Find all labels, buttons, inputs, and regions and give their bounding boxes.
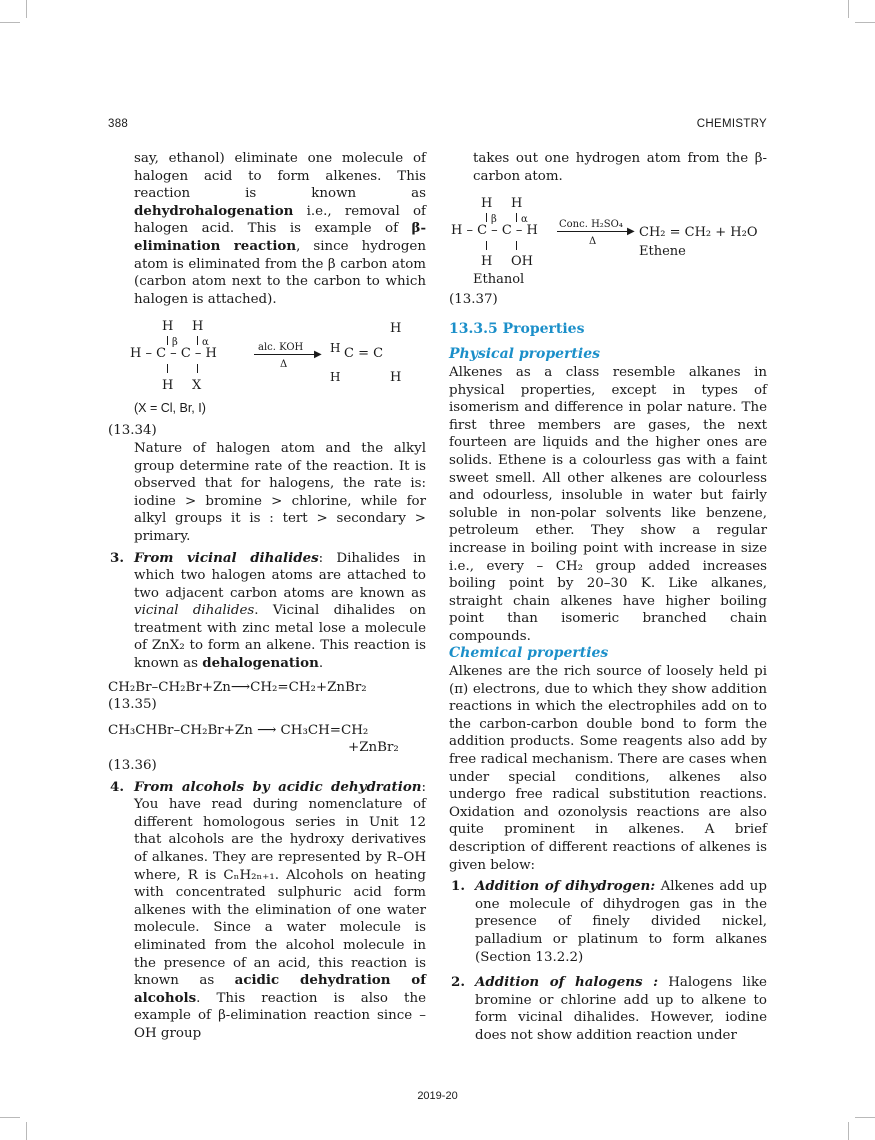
equation: +ZnBr₂ xyxy=(348,740,399,756)
crop-mark xyxy=(0,22,20,23)
section-heading: 13.3.5 Properties xyxy=(449,320,585,337)
list-item xyxy=(108,550,426,673)
equation-number: (13.36) xyxy=(108,758,157,774)
condition-label: Δ xyxy=(280,359,288,371)
crop-mark xyxy=(855,1117,875,1118)
reactant-name: Ethanol xyxy=(473,272,525,288)
list-item xyxy=(108,779,426,1043)
crop-mark xyxy=(26,1122,27,1140)
paragraph: Alkenes as a class resemble alkanes in physical properties, except in types of isomerism and difference in polar nature. The first three members are gases, the next fourteen are liquids and the higher ones are solids. Ethene is a colourless gas with a faint sweet smell. All other alkenes are colourless and odourless, insoluble in water but fairly soluble in non-polar solvents like benzene, petroleum ether. They show a regular increase in boiling point with increase in size i.e., every – CH₂ group added increases boiling point by 20–30 K. Like alkanes, straight chain alkenes have higher boiling point than isomeric branched chain compounds. xyxy=(449,364,767,644)
paragraph: Nature of halogen atom and the alkyl group determine rate of the reaction. It is observed that for halogens, the rate is: iodine > bromine > chlorine, while for alkyl groups it is : tert > secondary > primary. xyxy=(134,440,426,544)
text: . This reaction is also the example of β-elimination reaction since –OH group xyxy=(134,990,426,1041)
text: i.e., removal of halogen acid. This is example of xyxy=(134,203,426,237)
crop-mark xyxy=(848,0,849,18)
equation: CH₂Br–CH₂Br+Zn⟶CH₂=CH₂+ZnBr₂ xyxy=(108,679,367,695)
crop-mark xyxy=(0,1117,20,1118)
italic-term: vicinal dihalides xyxy=(134,603,255,619)
equation-number: (13.34) xyxy=(108,423,157,439)
product-formula: CH₂ = CH₂ + H₂O xyxy=(639,225,758,241)
list-item xyxy=(449,974,767,1044)
text: : You have read during nomenclature of different homologous series in Unit 12 that alcohols are the hydroxy derivatives of alkanes. They are represented by R–OH where, R is CₙH₂ₙ₊₁. Alcohols on heating with concentrated sulphuric acid form alkenes with the elimination of one water molecule. Since a water molecule is eliminated from the alcohol molecule in the presence of an acid, this reaction is known as xyxy=(134,779,426,989)
text: say, ethanol) eliminate one molecule of halogen acid to form alkenes. This reaction is known as xyxy=(134,151,426,202)
text: . Vicinal dihalides on treatment with zinc metal lose a molecule of ZnX₂ to form an alkene. This reaction is known as xyxy=(134,603,426,672)
paragraph xyxy=(108,150,426,308)
page-number: 388 xyxy=(108,118,129,130)
reaction-dehydration: H H β α H – C – C – H H OH Conc. H₂SO₄ ▶ Δ CH₂ = CH₂ + H₂O Ethene Ethanol xyxy=(451,196,758,288)
equation-number: (13.35) xyxy=(108,697,157,713)
paragraph: takes out one hydrogen atom from the β-carbon atom. xyxy=(473,151,767,184)
running-title: CHEMISTRY xyxy=(696,118,767,130)
equation: CH₃CHBr–CH₂Br+Zn ⟶ CH₃CH=CH₂ xyxy=(108,722,369,738)
item-number: 3. xyxy=(110,549,124,566)
key-term: dehalogenation xyxy=(202,655,319,672)
right-column xyxy=(449,150,767,1045)
item-title: From vicinal dihalides xyxy=(134,549,319,566)
reaction-dehydrohalogenation: H H β α H – C – C – H H X alc. KOH ▶ Δ H H C = C H H (X = Cl, Br, I) xyxy=(108,314,426,422)
paragraph: Alkenes are the rich source of loosely held pi (π) electrons, due to which they show addition reactions in which the electrophiles add on to the carbon-carbon double bond to form the addition products. Some reagents also add by free radical mechanism. There are cases when under special conditions, alkenes also undergo free radical substitution reactions. Oxidation and ozonolysis reactions are also quite prominent in alkenes. A brief description of different reactions of alkenes is given below: xyxy=(449,664,767,873)
condition-label: Δ xyxy=(589,236,597,248)
reagent-label: Conc. H₂SO₄ xyxy=(559,219,623,231)
text: Alkenes add up one molecule of dihydrogen gas in the presence of finely divided nickel, palladium or platinum to form alkanes (Section 13.2.2) xyxy=(475,879,767,965)
item-number: 1. xyxy=(451,878,465,895)
key-term: β-elimination reaction xyxy=(134,220,426,254)
halogen-note: (X = Cl, Br, I) xyxy=(134,401,206,416)
key-term: acidic dehydration of alcohols xyxy=(134,972,426,1006)
item-title: Addition of halogens : xyxy=(475,974,659,991)
item-number: 4. xyxy=(110,778,124,795)
list-item xyxy=(449,878,767,966)
subheading: Chemical properties xyxy=(449,645,609,662)
crop-mark xyxy=(848,1122,849,1140)
text: : Dihalides in which two halogen atoms are attached to two adjacent carbon atoms are known as xyxy=(134,550,426,601)
crop-mark xyxy=(26,0,27,18)
item-title: Addition of dihydrogen: xyxy=(475,878,656,895)
text: , since hydrogen atom is eliminated from the β carbon atom (carbon atom next to the carbon to which halogen is attached). xyxy=(134,238,426,307)
footer-year: 2019-20 xyxy=(417,1090,458,1102)
subheading: Physical properties xyxy=(449,346,600,363)
text: Halogens like bromine or chlorine add up to alkene to form vicinal dihalides. However, iodine does not show addition reaction under xyxy=(475,975,767,1043)
crop-mark xyxy=(855,22,875,23)
item-title: From alcohols by acidic dehydration xyxy=(134,778,422,795)
equation-number: (13.37) xyxy=(449,292,498,308)
left-column xyxy=(108,150,426,1043)
item-number: 2. xyxy=(451,974,465,991)
key-term: dehydrohalogenation xyxy=(134,202,294,219)
product-name: Ethene xyxy=(639,244,686,260)
text: . xyxy=(318,656,324,672)
reagent-label: alc. KOH xyxy=(258,342,304,354)
